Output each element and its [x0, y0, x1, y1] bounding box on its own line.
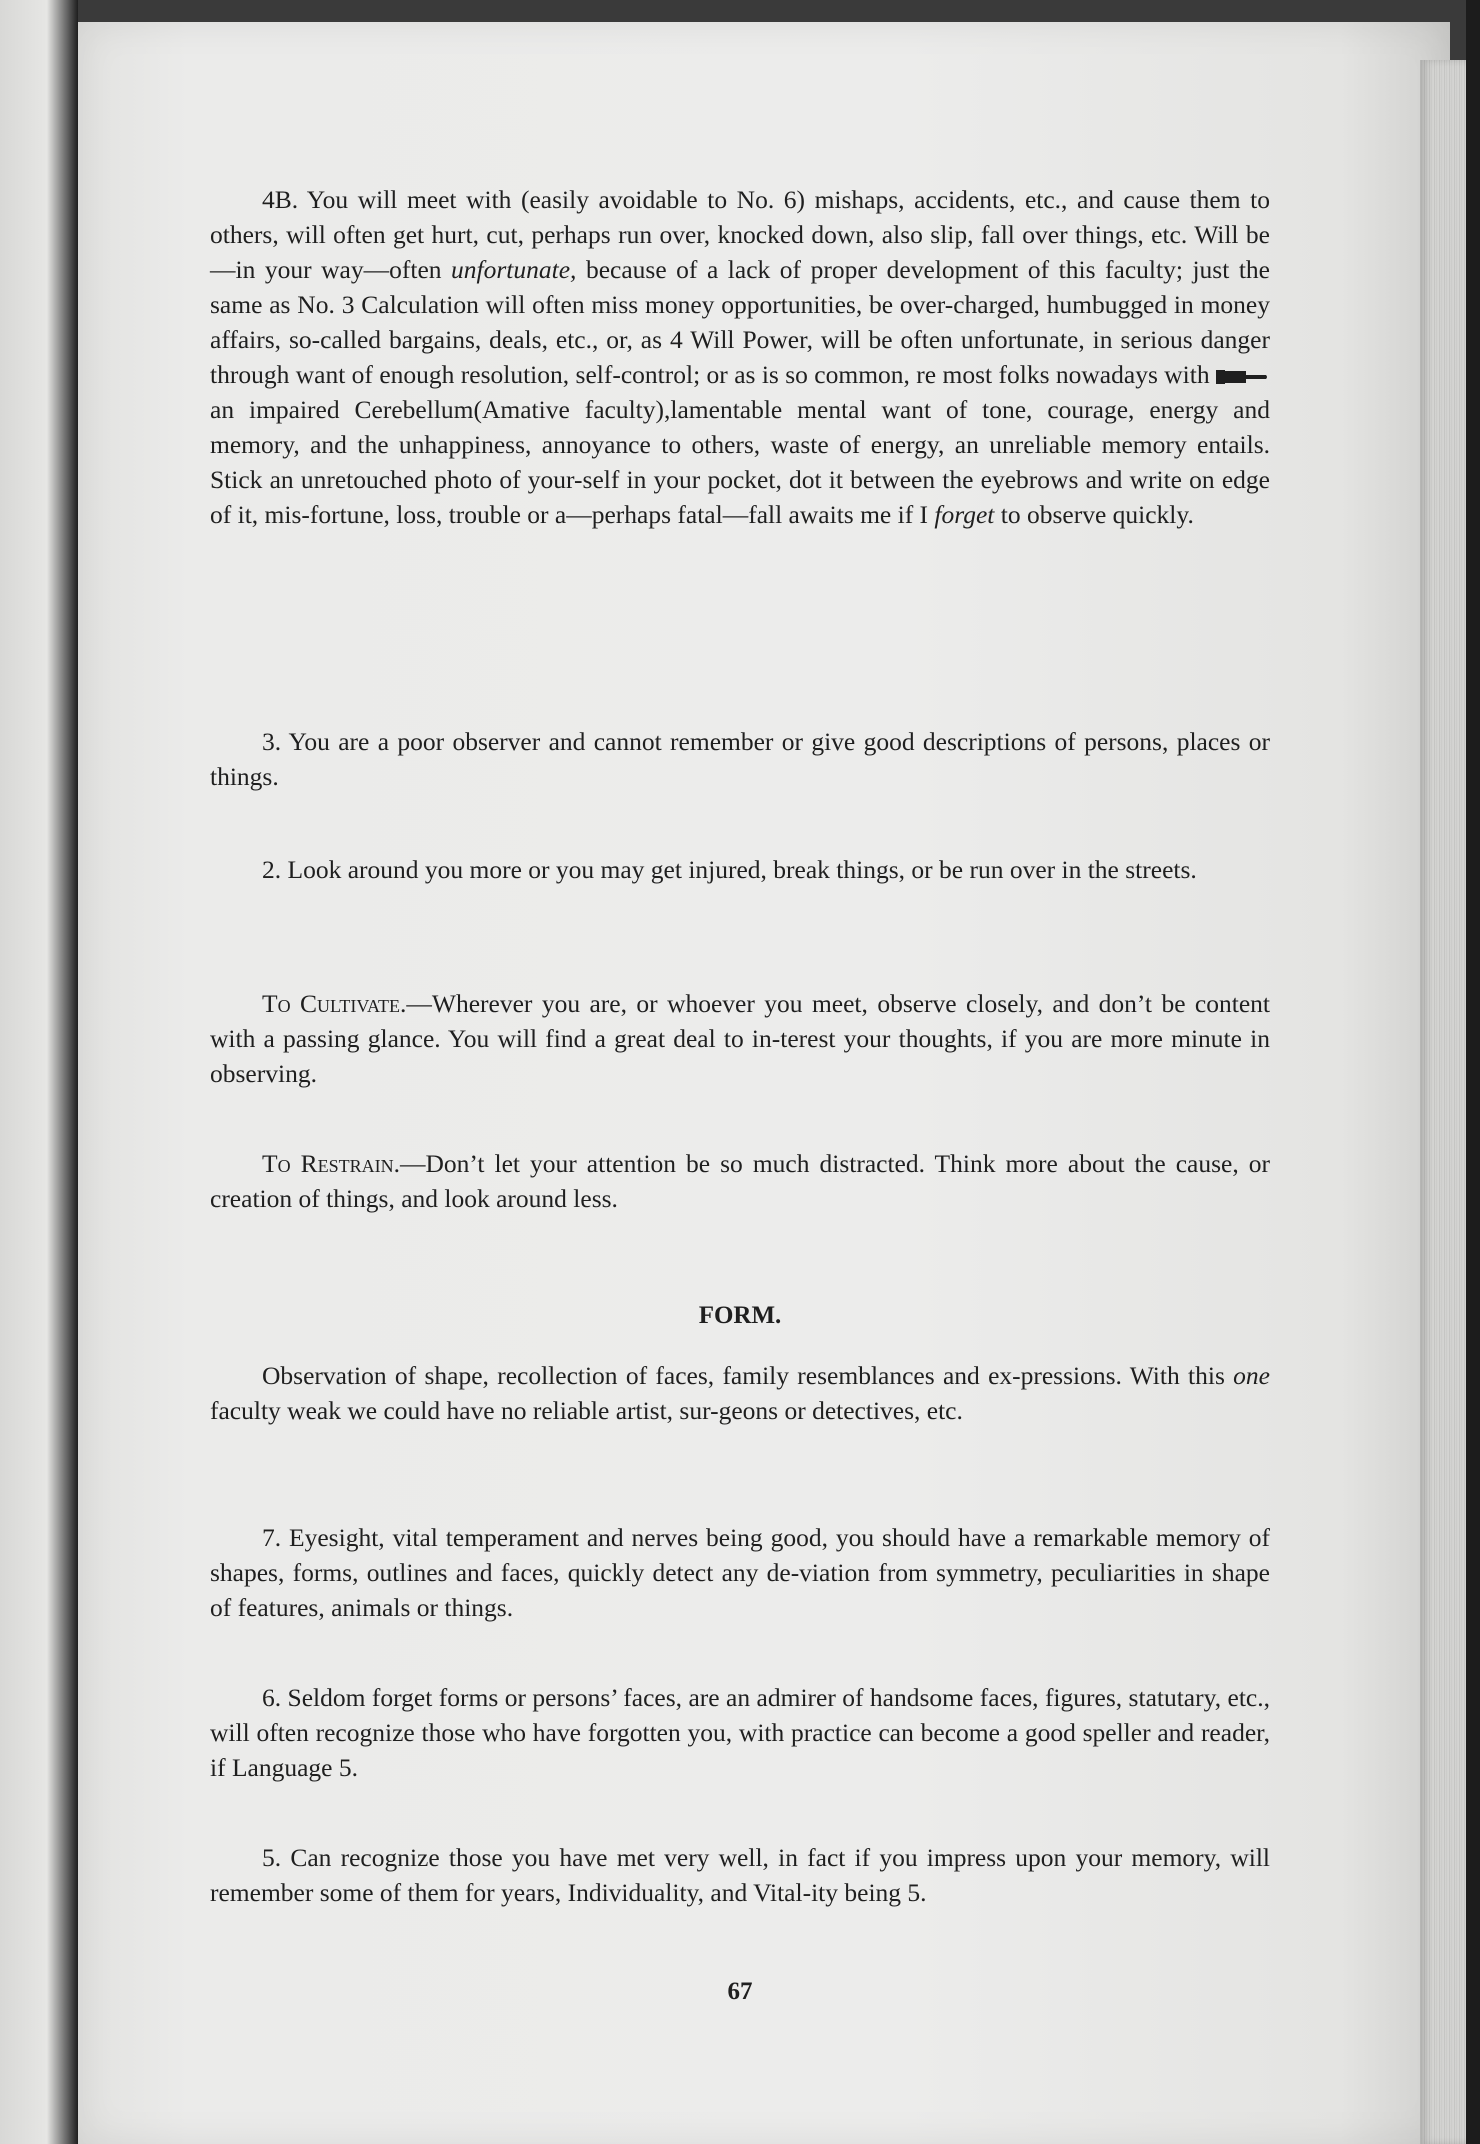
- page-number: 67: [727, 1978, 753, 2005]
- restrain-text: —Don’t let your attention be so much distracted. Think more about the cause, or creation of things, and look around less.: [210, 1149, 1270, 1213]
- paragraph-4b: [210, 182, 1270, 532]
- cultivate-text: —Wherever you are, or whoever you meet, observe closely, and don’t be content with a passing glance. You will find a great deal to in-terest your thoughts, if you are more minute in observing.: [210, 989, 1270, 1088]
- paragraph-4b-italic-2: forget: [934, 500, 995, 529]
- book-cover-edge: [1466, 0, 1480, 2144]
- paragraph-4b-italic-1: unfortunate,: [451, 255, 577, 284]
- paragraph-form-intro: [210, 1358, 1270, 1428]
- paragraph-7: 7. Eyesight, vital temperament and nerves being good, you should have a remarkable memory of shapes, forms, outlines and faces, quickly detect any de-viation from symmetry, peculiarities in shape of features, animals or things.: [210, 1523, 1270, 1622]
- paragraph-2: 2. Look around you more or you may get injured, break things, or be run over in the streets.: [262, 855, 1197, 884]
- paragraph-4b-text-2: because of a lack of proper development of this faculty; just the same as No. 3 Calculation will often miss money opportunities, be over-charged, humbugged in money affairs, so-called bargains, deals, etc., or, as 4 Will Power, will be often unfortunate, in serious danger through want of enough resolution, self-control; or as is so common, re most folks nowadays with: [210, 255, 1270, 389]
- restrain-label: To Restrain.: [262, 1149, 400, 1178]
- paragraph-4b-text-3: an impaired Cerebellum(Amative faculty),lamentable mental want of tone, courage, energy and memory, and the unhappiness, annoyance to others, waste of energy, an unreliable memory entails. Stick an unretouched photo of your-self in your pocket, dot it between the eyebrows and write on edge of it, mis-fortune, loss, trouble or a—perhaps fatal—fall awaits me if I: [210, 395, 1270, 529]
- paragraph-5: 5. Can recognize those you have met very well, in fact if you impress upon your memory, will remember some of them for years, Individuality, and Vital-ity being 5.: [210, 1843, 1270, 1907]
- paragraph-4b-text-1: 4B. You will meet with (easily avoidable to No. 6) mishaps, accidents, etc., and cause them to others, will often get hurt, cut, perhaps run over, knocked down, also slip, fall over things, etc. Will be—in your way—often: [210, 185, 1270, 284]
- form-intro-text-1: Observation of shape, recollection of faces, family resemblances and ex-pressions. With this: [262, 1361, 1234, 1390]
- cultivate-label: To Cultivate.: [262, 989, 407, 1018]
- book-gutter: [0, 0, 78, 2144]
- paragraph-4b-text-4: to observe quickly.: [994, 500, 1194, 529]
- form-intro-text-2: faculty weak we could have no reliable artist, sur-geons or detectives, etc.: [210, 1396, 963, 1425]
- paragraph-to-restrain: [210, 1146, 1270, 1216]
- section-heading-form: FORM.: [698, 1302, 782, 1329]
- paragraph-6: 6. Seldom forget forms or persons’ faces, are an admirer of handsome faces, figures, statutary, etc., will often recognize those who have forgotten you, with practice can become a good speller and reader, if Language 5.: [210, 1683, 1270, 1782]
- page-edges: [1420, 60, 1468, 2144]
- pointing-hand-icon: [1216, 367, 1268, 387]
- form-intro-italic: one: [1233, 1361, 1270, 1390]
- paragraph-3: 3. You are a poor observer and cannot remember or give good descriptions of persons, places or things.: [210, 727, 1270, 791]
- paragraph-to-cultivate: [210, 986, 1270, 1091]
